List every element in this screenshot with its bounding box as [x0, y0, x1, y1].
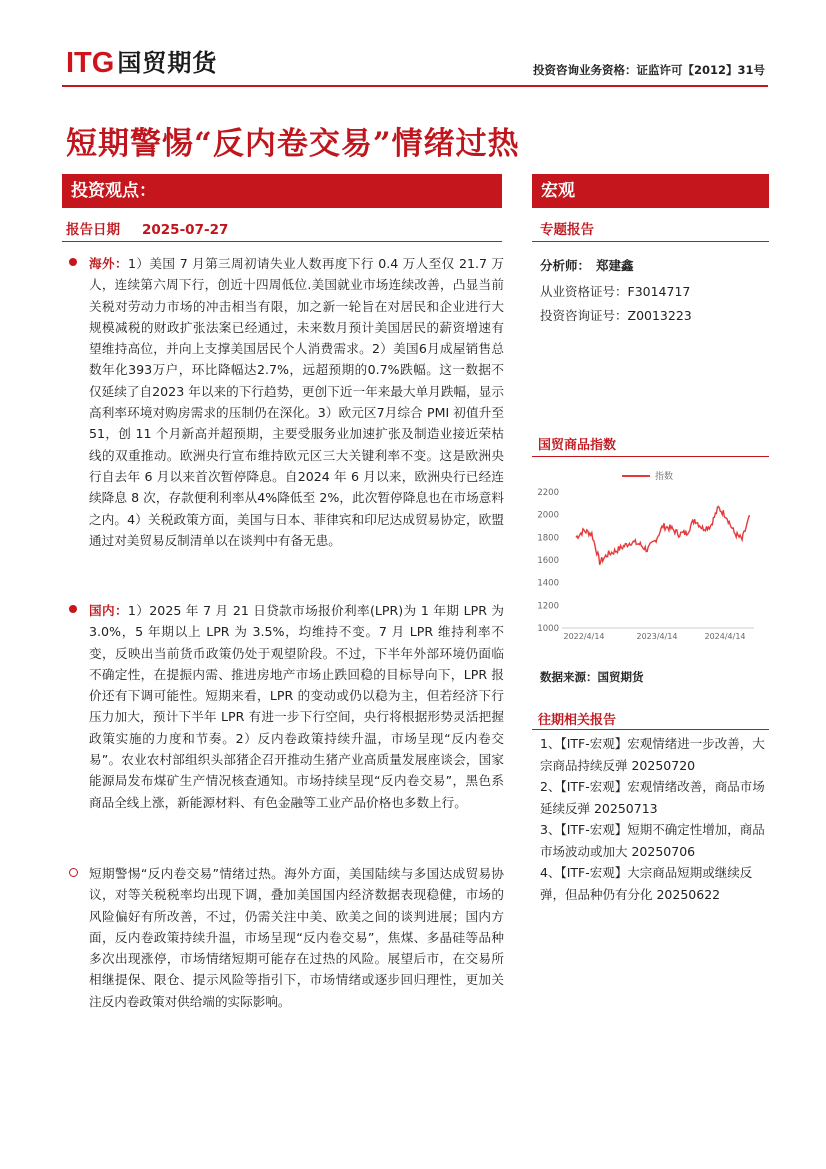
related-report-link[interactable]: 3、【ITF-宏观】短期不确定性增加，商品市场波动或加大 20250706 — [540, 822, 765, 859]
bullet-icon — [69, 605, 77, 613]
x-axis — [562, 628, 754, 641]
x-tick-label: 2023/4/14 — [636, 632, 678, 641]
index-section-divider — [532, 456, 769, 457]
related-reports-list — [540, 733, 766, 905]
qualification-number: 从业资格证号：F3014717 — [540, 284, 691, 299]
domestic-paragraph — [66, 600, 504, 813]
left-divider — [62, 241, 502, 242]
paragraph-text: 1）美国 7 月第三周初请失业人数再度下行 0.4 万人至仅 21.7 万人，连续第六周下行，创近十四周低位.美国就业市场连续改善，凸显当前关税对劳动力市场的冲击相当有限，加之新一轮旨在对居民和企业进行大规模减税的财政扩张法案已经通过，未来数月预计美国居民的薪资增速有望维持高位，并向上支撑美国居民个人消费需求。2）美国6月成屋销售总数年化393万户，环比降幅达2.7%，远超预期的0.7%跌幅。这一数据不仅延续了自2023 年以来的下行趋势，更创下近一年来最大单月跌幅，显示高利率环境对购房需求的压制仍在深化。3）欧元区7月综合 PMI 初值升至 51，创 11 个月新高并超预期，主要受服务业加速扩张及制造业接近荣枯线的双重推动。欧洲央行宣布维持欧元区三大关键利率不变。这是欧洲央行自去年 6 月以来首次暂停降息。自2024 年 6 月以来，欧洲央行已经连续降息 8 次，存款便利利率从4%降低至 2%，此次暂停降息也在市场意料之内。4）关税政策方面，美国与日本、菲律宾和印尼达成贸易协定，欧盟通过对美贸易反制清单以在谈判中有备无患。 — [89, 256, 504, 548]
company-logo — [66, 48, 217, 78]
report-date-label: 报告日期 — [66, 222, 120, 238]
analyst-name: 郑建鑫 — [596, 258, 634, 273]
y-tick-label: 2200 — [537, 488, 559, 498]
legend-label: 指数 — [655, 472, 674, 482]
index-section-title: 国贸商品指数 — [538, 438, 617, 453]
chart-source: 数据来源：国贸期货 — [540, 670, 644, 684]
y-tick-label: 1600 — [537, 556, 559, 566]
viewpoint-banner-label: 投资观点： — [71, 181, 156, 201]
reports-section-divider — [532, 729, 769, 730]
right-divider — [532, 241, 769, 242]
special-report-label: 专题报告 — [540, 222, 594, 238]
logo-itg-text: ITG — [66, 47, 115, 79]
y-tick-label: 1200 — [537, 601, 559, 612]
bullet-icon — [69, 258, 77, 266]
license-text: 投资咨询业务资格：证监许可【2012】31号 — [532, 63, 765, 77]
paragraph-lead: 国内： — [89, 603, 128, 618]
report-date-row — [66, 218, 228, 238]
hollow-bullet-icon — [69, 868, 78, 877]
index-series-line — [576, 506, 750, 564]
category-banner — [532, 174, 769, 208]
y-axis — [537, 488, 559, 634]
header-divider — [62, 85, 768, 87]
x-tick-label: 2024/4/14 — [704, 632, 746, 641]
related-report-link[interactable]: 4、【ITF-宏观】大宗商品短期或继续反弹，但品种仍有分化 20250622 — [540, 865, 753, 902]
x-tick-label: 2022/4/14 — [563, 632, 605, 641]
related-report-link[interactable]: 1、【ITF-宏观】宏观情绪进一步改善，大宗商品持续反弹 20250720 — [540, 736, 765, 773]
paragraph-text: 1）2025 年 7 月 21 日贷款市场报价利率(LPR)为 1 年期 LPR 为 3.0%，5 年期以上 LPR 为 3.5%，均维持不变。7 月 LPR 维持利率不变，反映出当前货币政策仍处于观望阶段。不过，下半年外部环境仍面临不确定性，在提振内需、推进房地产市场止跌回稳的目标导向下，LPR 报价还有下调可能性。短期来看，LPR 的变动或仍以稳为主，但若经济下行压力加大，预计下半年 LPR 有进一步下行空间，央行将根据形势灵活把握政策实施的力度和节奏。2）反内卷政策持续升温，市场呈现“反内卷交易”。农业农村部组织头部猪企召开推动生猪产业高质量发展座谈会，国家能源局发布煤矿生产情况核查通知。市场持续呈现“反内卷交易”，黑色系商品全线上涨，新能源材料、有色金融等工业产品价格也多数上行。 — [89, 603, 504, 810]
y-tick-label: 1800 — [537, 533, 559, 544]
related-report-link[interactable]: 2、【ITF-宏观】宏观情绪改善，商品市场延续反弹 20250713 — [540, 779, 765, 816]
y-tick-label: 1000 — [537, 624, 559, 634]
summary-paragraph — [66, 863, 504, 1012]
analyst-label: 分析师： — [540, 258, 591, 273]
chart-legend — [622, 470, 673, 482]
y-tick-label: 2000 — [537, 510, 559, 521]
paragraph-text: 短期警惕“反内卷交易”情绪过热。海外方面，美国陆续与多国达成贸易协议，对等关税税率均出现下调，叠加美国国内经济数据表现稳健，市场的风险偏好有所改善，不过，仍需关注中美、欧美之间的谈判进展；国内方面，反内卷政策持续升温，市场呈现“反内卷交易”，焦煤、多晶硅等品种多次出现涨停，市场情绪短期可能存在过热的风险。展望后市，在交易所相继提保、限仓、提示风险等指引下，市场情绪或逐步回归理性，更加关注反内卷政策对供给端的实际影响。 — [89, 866, 504, 1009]
overseas-paragraph — [66, 253, 504, 551]
consulting-number: 投资咨询证号：Z0013223 — [540, 308, 692, 323]
report-date-value: 2025-07-27 — [142, 222, 229, 238]
category-banner-label: 宏观 — [541, 181, 575, 201]
commodity-index-chart — [532, 462, 772, 642]
analyst-row — [540, 256, 634, 274]
report-title: 短期警惕“反内卷交易”情绪过热 — [66, 126, 520, 162]
y-tick-label: 1400 — [537, 578, 559, 589]
viewpoint-banner — [62, 174, 502, 208]
reports-section-title: 往期相关报告 — [538, 713, 617, 728]
chart-svg — [532, 462, 772, 642]
logo-chinese-text: 国贸期货 — [117, 49, 218, 77]
paragraph-lead: 海外： — [89, 256, 128, 271]
